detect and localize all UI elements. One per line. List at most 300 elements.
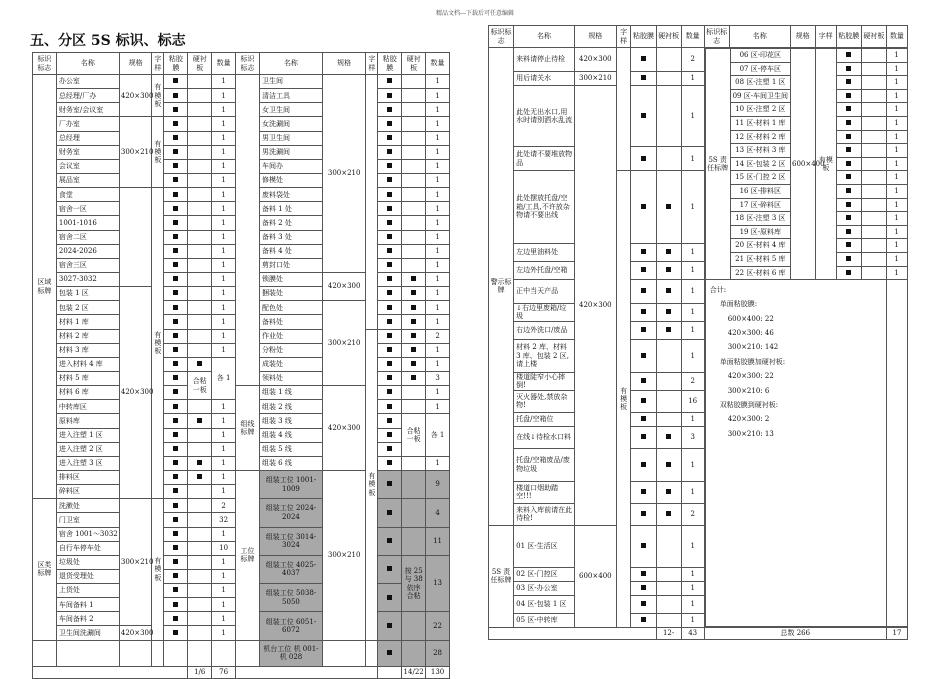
qty-cell: 1: [426, 173, 450, 187]
sign-name: 04 区-包装 1 区: [514, 596, 575, 614]
filled-square-icon: [173, 545, 178, 550]
board-cell: [188, 414, 212, 428]
sticker-cell: [631, 321, 656, 339]
spec-cell: 300×210: [119, 117, 152, 188]
spec-cell: 300×210: [322, 301, 365, 386]
filled-square-icon: [387, 389, 392, 394]
sign-name: 上货处: [56, 584, 119, 598]
header-sticker: 粘胶膜: [164, 53, 188, 75]
sticker-cell: [378, 343, 402, 357]
qty-cell: 1: [426, 301, 450, 315]
qty-cell: 1: [426, 131, 450, 145]
filled-square-icon: [387, 177, 392, 182]
sticker-cell: [378, 428, 402, 442]
filled-square-icon: [387, 192, 392, 197]
filled-square-icon: [173, 630, 178, 635]
sign-name: 材料 2 库: [56, 329, 119, 343]
board-cell: [402, 173, 426, 187]
font-cell: 有模板: [152, 117, 164, 188]
board-cell: [402, 527, 426, 555]
qty-cell: 1: [212, 414, 236, 428]
sticker-cell: [164, 173, 188, 187]
sticker-cell: [378, 216, 402, 230]
sign-name: 1001-1016: [56, 216, 119, 230]
sign-name: 办公室: [56, 75, 119, 89]
sticker-cell: [378, 272, 402, 286]
qty-cell: 1: [681, 261, 704, 279]
filled-square-icon: [173, 121, 178, 126]
sticker-cell: [378, 301, 402, 315]
board-cell: [402, 103, 426, 117]
group-label: [236, 640, 260, 666]
filled-square-icon: [173, 361, 178, 366]
spec-cell: 600×400: [790, 49, 815, 280]
sticker-cell: [164, 230, 188, 244]
filled-square-icon: [173, 135, 178, 140]
total-blank: [489, 628, 657, 640]
board-cell: [402, 202, 426, 216]
filled-square-icon: [173, 347, 178, 352]
qty-cell: 1: [681, 279, 704, 303]
sticker-cell: [164, 315, 188, 329]
qty-cell: 1: [886, 62, 907, 76]
board-cell: [402, 612, 426, 640]
sticker-cell: [378, 329, 402, 343]
filled-square-icon: [387, 305, 392, 310]
board-cell: [402, 131, 426, 145]
qty-cell: 1: [886, 184, 907, 198]
filled-square-icon: [641, 585, 646, 590]
sticker-cell: [836, 157, 861, 171]
filled-square-icon: [846, 93, 851, 98]
board-cell: [402, 400, 426, 414]
total-board: 14/22: [402, 666, 426, 678]
qty-cell: 22: [426, 612, 450, 640]
spacer-cell: [152, 640, 164, 666]
board-cell: [656, 339, 681, 372]
board-cell: [656, 303, 681, 321]
board-cell: [402, 145, 426, 159]
qty-cell: 2: [681, 503, 704, 525]
qty-cell: 2: [681, 48, 704, 72]
board-cell: [188, 216, 212, 230]
group-label: 区类标牌: [33, 499, 57, 640]
spec-cell: 420×300: [574, 86, 616, 526]
filled-square-icon: [387, 446, 392, 451]
sticker-cell: [164, 442, 188, 456]
sticker-cell: [836, 225, 861, 239]
page-title: 五、分区 5S 标识、标志: [30, 33, 186, 49]
filled-square-icon: [387, 93, 392, 98]
qty-cell: 4: [426, 499, 450, 527]
qty-cell: 1: [426, 258, 450, 272]
filled-square-icon: [173, 78, 178, 83]
sticker-cell: [164, 541, 188, 555]
filled-square-icon: [641, 249, 646, 254]
group-label: 5S 责任标牌: [489, 525, 514, 627]
sign-name: 男洗涮间: [259, 145, 322, 159]
qty-cell: 1: [426, 202, 450, 216]
summary-block: [705, 280, 886, 627]
filled-square-icon: [411, 375, 416, 380]
filled-square-icon: [173, 573, 178, 578]
board-cell: [861, 62, 886, 76]
sticker-cell: [631, 596, 656, 614]
qty-cell: 1: [886, 144, 907, 158]
filled-square-icon: [846, 147, 851, 152]
qty-cell: 1: [886, 252, 907, 266]
header-sticker: 粘胶膜: [836, 26, 861, 48]
sign-name: 分粉处: [259, 343, 322, 357]
qty-cell: 1: [426, 159, 450, 173]
board-cell: [402, 315, 426, 329]
sticker-cell: [378, 400, 402, 414]
board-cell: [188, 159, 212, 173]
sign-name: 进入注塑 3 区: [56, 456, 119, 470]
qty-cell: 1: [426, 75, 450, 89]
filled-square-icon: [387, 78, 392, 83]
filled-square-icon: [387, 333, 392, 338]
filled-square-icon: [387, 361, 392, 366]
board-cell: [188, 485, 212, 499]
filled-square-icon: [387, 347, 392, 352]
sign-name: 剪封口处: [259, 258, 322, 272]
board-cell: [402, 470, 426, 498]
qty-cell: 1: [426, 456, 450, 470]
sticker-cell: [164, 513, 188, 527]
sign-name: 财务室/会议室: [56, 103, 119, 117]
sign-name: 20 区-材料 4 库: [730, 239, 790, 253]
sticker-cell: [164, 258, 188, 272]
spacer-cell: [56, 640, 119, 666]
qty-cell: 1: [212, 188, 236, 202]
sticker-cell: [378, 612, 402, 640]
qty-cell: 1: [212, 400, 236, 414]
group-label: 区域标牌: [33, 75, 57, 499]
sign-name: 07 区-停车区: [730, 62, 790, 76]
qty-cell: 1: [886, 130, 907, 144]
sign-name: 会议室: [56, 159, 119, 173]
qty-cell: 1: [886, 103, 907, 117]
spec-cell: 300×210: [322, 75, 365, 273]
filled-square-icon: [846, 66, 851, 71]
board-cell: [188, 244, 212, 258]
filled-square-icon: [387, 276, 392, 281]
spec-cell: [322, 640, 365, 666]
sticker-cell: [631, 72, 656, 86]
qty-cell: 1: [886, 157, 907, 171]
filled-square-icon: [173, 290, 178, 295]
sign-name: 卫生间: [259, 75, 322, 89]
board-cell: [656, 321, 681, 339]
sticker-cell: [164, 301, 188, 315]
sign-name: 此处无出水口,用水时请别洒水乱流: [514, 86, 575, 147]
sign-name: 组装 4 线: [259, 428, 322, 442]
qty-cell: 1: [212, 555, 236, 569]
board-cell: [861, 76, 886, 90]
board-cell: [188, 357, 212, 371]
board-cell: [656, 171, 681, 243]
board-cell: [402, 159, 426, 173]
sticker-cell: [378, 230, 402, 244]
filled-square-icon: [411, 361, 416, 366]
header-name: 名称: [514, 26, 575, 48]
qty-cell: 1: [212, 329, 236, 343]
board-cell: [656, 243, 681, 261]
work-name: 组装工位 5038-5050: [259, 584, 322, 612]
board-cell: [861, 225, 886, 239]
filled-square-icon: [387, 538, 392, 543]
board-cell: [402, 258, 426, 272]
sticker-cell: [164, 216, 188, 230]
spec-cell: 420×300: [574, 48, 616, 72]
sign-name: 此处摆放托盘/空箱/工具,不许放杂物请不要出线: [514, 171, 575, 243]
sign-name: 13 区-材料 3 库: [730, 144, 790, 158]
sign-name: 14 区-包装 2 区: [730, 157, 790, 171]
font-cell: 有模板: [152, 75, 164, 117]
filled-square-icon: [173, 446, 178, 451]
filled-square-icon: [411, 305, 416, 310]
work-name: 组装工位 1001-1009: [259, 470, 322, 498]
filled-square-icon: [846, 134, 851, 139]
board-cell: [188, 117, 212, 131]
qty-cell: 1: [681, 339, 704, 372]
filled-square-icon: [666, 434, 671, 439]
qty-cell: 1: [681, 448, 704, 481]
summary-line: 600×400: 22: [727, 314, 774, 323]
sign-name: 17 区-碎料区: [730, 198, 790, 212]
responsibility-panel: [704, 48, 907, 628]
filled-square-icon: [846, 120, 851, 125]
board-cell: [402, 386, 426, 400]
filled-square-icon: [173, 616, 178, 621]
header-spec: 规格: [574, 26, 616, 48]
board-cell: [188, 541, 212, 555]
sticker-cell: [378, 103, 402, 117]
qty-cell: 1: [426, 117, 450, 131]
board-cell: [656, 48, 681, 72]
sticker-cell: [164, 527, 188, 541]
qty-cell: 1: [681, 614, 704, 628]
sign-name: ↓右边里废箱/垃圾: [514, 303, 575, 321]
qty-cell: 1: [681, 481, 704, 503]
sticker-cell: [164, 89, 188, 103]
filled-square-icon: [173, 531, 178, 536]
header-sign: 标识标志: [704, 26, 729, 48]
sign-name: 宿舍 1001～3032: [56, 527, 119, 541]
summary-line: 单面粘胶膜加硬衬板:: [719, 357, 786, 366]
sticker-cell: [836, 49, 861, 63]
filled-square-icon: [666, 511, 671, 516]
board-cell: [188, 202, 212, 216]
sign-name: 总经理: [56, 131, 119, 145]
sign-name: 组装 3 线: [259, 414, 322, 428]
sign-name: 06 区-印花区: [730, 49, 790, 63]
sign-name: 材料 5 库: [56, 371, 119, 385]
qty-cell: 1: [426, 357, 450, 371]
qty-cell: 1: [681, 243, 704, 261]
sign-name: 配色处: [259, 301, 322, 315]
sign-name: 车间办: [259, 159, 322, 173]
header-qty: 数量: [426, 53, 450, 75]
filled-square-icon: [387, 566, 392, 571]
sticker-cell: [378, 584, 402, 612]
board-cell: [861, 266, 886, 280]
filled-square-icon: [641, 462, 646, 467]
sign-name: 备料 4 处: [259, 244, 322, 258]
filled-square-icon: [641, 416, 646, 421]
board-cell: [402, 117, 426, 131]
sticker-cell: [164, 598, 188, 612]
spacer-cell: [212, 640, 236, 666]
sticker-cell: [378, 499, 402, 527]
qty-cell: 1: [681, 72, 704, 86]
filled-square-icon: [387, 121, 392, 126]
sign-name: 21 区-材料 5 库: [730, 252, 790, 266]
sticker-cell: [631, 614, 656, 628]
board-cell: [656, 582, 681, 596]
filled-square-icon: [846, 188, 851, 193]
filled-square-icon: [173, 319, 178, 324]
filled-square-icon: [641, 434, 646, 439]
qty-cell: 1: [212, 117, 236, 131]
board-cell: [656, 72, 681, 86]
qty-cell: 1: [886, 266, 907, 280]
sign-name: 用后请关水: [514, 72, 575, 86]
sign-name: 备料 1 处: [259, 202, 322, 216]
qty-cell: 2: [212, 499, 236, 513]
board-cell: [188, 103, 212, 117]
qty-cell: 1: [886, 116, 907, 130]
filled-square-icon: [411, 290, 416, 295]
sign-name: 门卫室: [56, 513, 119, 527]
header-board: 硬衬板: [861, 26, 886, 48]
qty-cell: 1: [886, 239, 907, 253]
sticker-cell: [164, 456, 188, 470]
qty-cell: 16: [681, 390, 704, 412]
sticker-cell: [836, 76, 861, 90]
filled-square-icon: [641, 113, 646, 118]
sticker-cell: [164, 470, 188, 484]
filled-square-icon: [387, 418, 392, 423]
board-cell: [656, 86, 681, 147]
font-cell: 有模板: [366, 329, 378, 640]
filled-square-icon: [666, 462, 671, 467]
board-cell: [402, 244, 426, 258]
sign-name: 11 区-材料 1 库: [730, 116, 790, 130]
sticker-cell: [164, 131, 188, 145]
sticker-cell: [378, 117, 402, 131]
board-cell: [656, 412, 681, 426]
sticker-cell: [631, 568, 656, 582]
board-cell: [861, 212, 886, 226]
qty-cell: 1: [212, 75, 236, 89]
qty-cell: 1: [212, 598, 236, 612]
filled-square-icon: [641, 267, 646, 272]
sign-name: 备料 2 处: [259, 216, 322, 230]
sign-name: 总经理/厂办: [56, 89, 119, 103]
sign-name: 材料 2 库、材料 3 库、包装 2 区, 请上楼: [514, 339, 575, 372]
qty-cell: 1: [886, 171, 907, 185]
board-cell: [188, 442, 212, 456]
sign-name: 女洗涮间: [259, 117, 322, 131]
board-cell: [861, 239, 886, 253]
qty-cell: 1: [426, 287, 450, 301]
filled-square-icon: [387, 135, 392, 140]
filled-square-icon: [173, 177, 178, 182]
qty-cell: 1: [212, 244, 236, 258]
filled-square-icon: [173, 262, 178, 267]
group-label: [236, 75, 260, 386]
spacer-cell: [188, 640, 212, 666]
header-sign: 标识标志: [33, 53, 57, 75]
filled-square-icon: [846, 52, 851, 57]
sticker-cell: [164, 400, 188, 414]
sign-name: 组装 5 线: [259, 442, 322, 456]
qty-cell: 1: [886, 225, 907, 239]
qty-cell: 1: [426, 343, 450, 357]
board-cell: [656, 481, 681, 503]
qty-cell: 1: [212, 89, 236, 103]
filled-square-icon: [641, 309, 646, 314]
filled-square-icon: [197, 460, 202, 465]
board-cell: [656, 596, 681, 614]
qty-cell: 1: [426, 400, 450, 414]
group-label: 5S 责任标牌: [705, 49, 730, 280]
filled-square-icon: [666, 327, 671, 332]
sign-name: 灭火器处,禁放杂物!: [514, 390, 575, 412]
qty-cell: 1: [212, 315, 236, 329]
filled-square-icon: [411, 333, 416, 338]
sticker-cell: [631, 279, 656, 303]
sticker-cell: [378, 145, 402, 159]
sticker-cell: [836, 198, 861, 212]
qty-cell: 1: [886, 89, 907, 103]
board-cell: [188, 584, 212, 598]
qty-cell: 1: [426, 145, 450, 159]
sign-name: 女卫生间: [259, 103, 322, 117]
sticker-cell: [378, 258, 402, 272]
filled-square-icon: [666, 288, 671, 293]
board-cell: [188, 301, 212, 315]
spacer-cell: [119, 640, 152, 666]
font-cell: 有模板: [152, 499, 164, 640]
sticker-cell: [631, 86, 656, 147]
qty-cell: 1: [681, 568, 704, 582]
filled-square-icon: [666, 489, 671, 494]
header-font: 字样: [366, 53, 378, 75]
sign-name: 左边外托盘/空箱: [514, 261, 575, 279]
font-cell: 有模板: [152, 188, 164, 499]
total-board: 12-: [656, 628, 681, 640]
spec-cell: [119, 188, 152, 287]
board-cell: [188, 612, 212, 626]
sticker-cell: [164, 103, 188, 117]
filled-square-icon: [173, 474, 178, 479]
board-cell: [188, 499, 212, 513]
filled-square-icon: [846, 106, 851, 111]
board-cell: [861, 184, 886, 198]
board-cell: [188, 287, 212, 301]
qty-cell: 1: [212, 470, 236, 484]
board-cell: [402, 499, 426, 527]
filled-square-icon: [641, 288, 646, 293]
sticker-cell: [631, 243, 656, 261]
qty-cell: 1: [681, 525, 704, 567]
sign-name: 楼道口烟助踏空!!!: [514, 481, 575, 503]
qty-cell: 1: [212, 343, 236, 357]
spec-cell: 300×210: [322, 470, 365, 640]
